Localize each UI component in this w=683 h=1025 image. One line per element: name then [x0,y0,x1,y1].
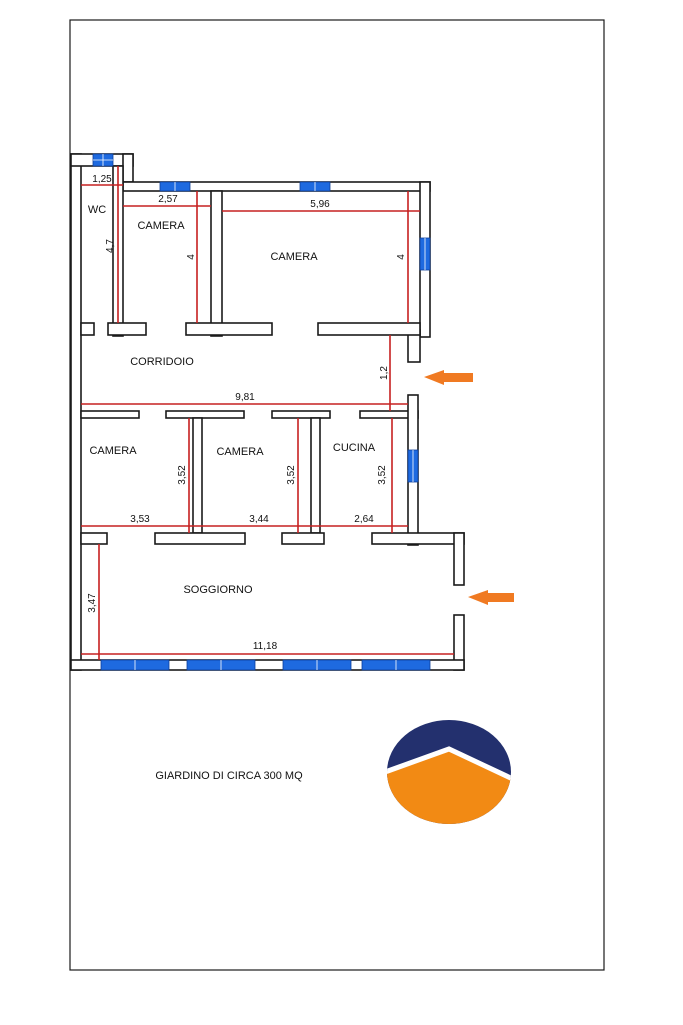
room-label-wc: WC [87,204,107,216]
dim-camera-3-width: 3,53 [130,514,150,525]
dim-camera-4-width: 3,44 [249,514,269,525]
lot-boundary [70,20,604,970]
dim-camera-1-width: 2,57 [158,194,178,205]
room-label-camera-3: CAMERA [89,445,137,457]
dim-camera-1-height: 4 [186,254,197,260]
dim-camera-4-height: 3,52 [286,465,297,485]
room-label-camera-4: CAMERA [216,446,264,458]
dim-camera-2-width: 5,96 [310,199,330,210]
dim-cucina-height: 3,52 [377,465,388,485]
window-camera-1 [160,182,190,191]
dim-camera-2-height: 4 [396,254,407,260]
room-label-corridoio: CORRIDOIO [130,356,194,368]
window-soggiorno-3 [283,660,351,670]
dim-corridoio-height: 1,2 [379,366,390,380]
window-soggiorno-4 [362,660,430,670]
window-camera-2-east [420,238,430,270]
dim-camera-3-height: 3,52 [177,465,188,485]
entrance-arrow-corridoio-icon [424,370,473,385]
window-soggiorno-1 [101,660,169,670]
dim-wc-width: 1,25 [92,174,112,185]
room-label-camera-1: CAMERA [137,220,185,232]
window-cucina [408,450,418,482]
window-wc [93,154,113,166]
dim-wc-height: 4,7 [105,239,116,253]
room-label-camera-2: CAMERA [270,251,318,263]
window-soggiorno-2 [187,660,255,670]
company-logo-icon [385,718,515,830]
entrance-arrow-soggiorno-icon [468,590,514,605]
dim-corridoio-width: 9,81 [235,392,255,403]
walls [71,154,464,670]
garden-label: GIARDINO DI CIRCA 300 MQ [155,770,303,782]
dim-soggiorno-height: 3,47 [87,593,98,613]
dim-soggiorno-width: 11,18 [252,641,278,652]
room-label-soggiorno: SOGGIORNO [183,584,253,596]
dim-cucina-width: 2,64 [354,514,374,525]
window-camera-2 [300,182,330,191]
room-label-cucina: CUCINA [332,442,376,454]
